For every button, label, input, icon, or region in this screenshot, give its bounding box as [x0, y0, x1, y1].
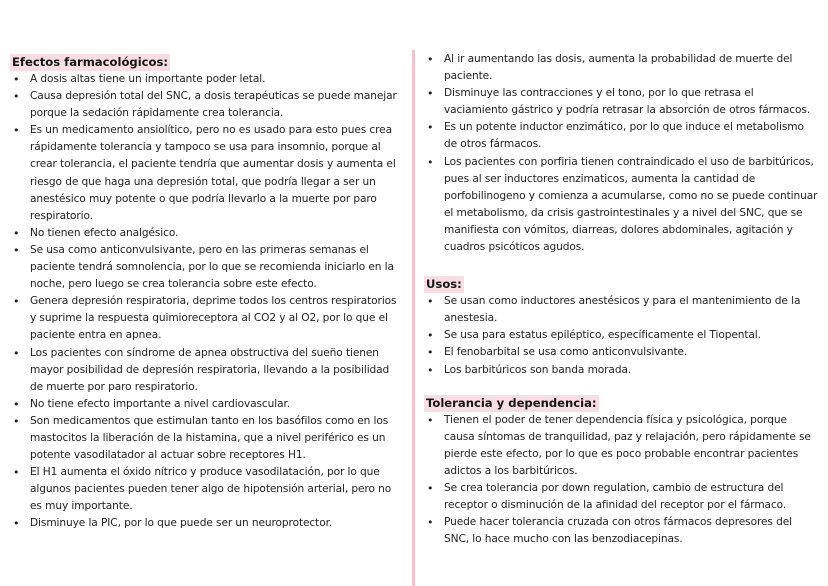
list-item: • Se usan como inductores anestésicos y para el mantenimiento de la anestesia. [425, 293, 820, 327]
list-item: • No tiene efecto importante a nivel cardiovascular. [11, 396, 403, 413]
efectos-continuation-list [425, 51, 820, 256]
list-item: • Los pacientes con síndrome de apnea obstructiva del sueño tienen mayor posibilidad de depresión respiratoria, llevando a la posibilidad de muerte por paro respiratorio. [11, 345, 403, 396]
tolerancia-list [425, 412, 820, 549]
left-column [11, 51, 403, 533]
list-item: • Son medicamentos que estimulan tanto en los basófilos como en los mastocitos la liberación de la histamina, que a nivel periférico es un potente vasodilatador al actuar sobre receptores H1. [11, 413, 403, 464]
list-item: • Disminuye la PIC, por lo que puede ser un neuroprotector. [11, 515, 403, 532]
list-item: • Puede hacer tolerancia cruzada con otros fármacos depresores del SNC, lo hace mucho con las benzodiacepinas. [425, 514, 820, 548]
list-item: • El fenobarbital se usa como anticonvulsivante. [425, 344, 820, 361]
heading-efectos: Efectos farmacológicos: [12, 55, 169, 69]
right-column [425, 51, 820, 548]
list-item: • Se usa como anticonvulsivante, pero en las primeras semanas el paciente tendrá somnolencia, por lo que se recomienda iniciarlo en la noche, pero luego se crea tolerancia sobre este efecto. [11, 242, 403, 293]
list-item: • Es un potente inductor enzimático, por lo que induce el metabolismo de otros fármacos. [425, 119, 820, 153]
list-item: • Se crea tolerancia por down regulation, cambio de estructura del receptor o disminución de la afinidad del receptor por el fármaco. [425, 480, 820, 514]
list-item: • A dosis altas tiene un importante poder letal. [11, 71, 403, 88]
efectos-list [11, 71, 403, 533]
list-item: • Causa depresión total del SNC, a dosis terapéuticas se puede manejar porque la sedación rápidamente crea tolerancia. [11, 88, 403, 122]
list-item: • Al ir aumentando las dosis, aumenta la probabilidad de muerte del paciente. [425, 51, 820, 85]
list-item: • Genera depresión respiratoria, deprime todos los centros respiratorios y suprime la respuesta quimioreceptora al CO2 y al O2, por lo que el paciente entra en apnea. [11, 293, 403, 344]
heading-tolerancia: Tolerancia y dependencia: [426, 395, 597, 410]
list-item: • Se usa para estatus epiléptico, específicamente el Tiopental. [425, 327, 820, 344]
list-item: • Tienen el poder de tener dependencia física y psicológica, porque causa síntomas de tranquilidad, paz y relajación, pero rápidamente se pierde este efecto, por lo que es poco probable encontrar pacientes adictos a los barbitúricos. [425, 412, 820, 480]
heading-usos: Usos: [426, 277, 462, 292]
list-item: • El H1 aumenta el óxido nítrico y produce vasodilatación, por lo que algunos pacientes pueden tener algo de hipotensión arterial, pero no es muy importante. [11, 464, 403, 515]
list-item: • Es un medicamento ansiolítico, pero no es usado para esto pues crea rápidamente tolerancia y tampoco se usa para insomnio, porque al crear tolerancia, el paciente tendría que aumentar dosis y aumenta el riesgo de que haga una depresión total, que podría llegar a ser un anestésico muy potente o que podría llevarlo a la muerte por paro respiratorio. [11, 122, 403, 225]
list-item: • Disminuye las contracciones y el tono, por lo que retrasa el vaciamiento gástrico y podría retrasar la absorción de otros fármacos. [425, 85, 820, 119]
list-item: • Los pacientes con porfiria tienen contraindicado el uso de barbitúricos, pues al ser inductores enzimaticos, aumenta la cantidad de porfobilinogeno y comienza a acumularse, como no se puede continuar el metabolismo, da crisis gastrointestinales y a nivel del SNC, que se manifiesta con vómitos, diarreas, dolores abdominales, agitación y cuadros psicóticos agudos. [425, 154, 820, 257]
column-divider [412, 50, 415, 586]
list-item: • No tienen efecto analgésico. [11, 225, 403, 242]
usos-list [425, 293, 820, 378]
list-item: • Los barbitúricos son banda morada. [425, 362, 820, 379]
